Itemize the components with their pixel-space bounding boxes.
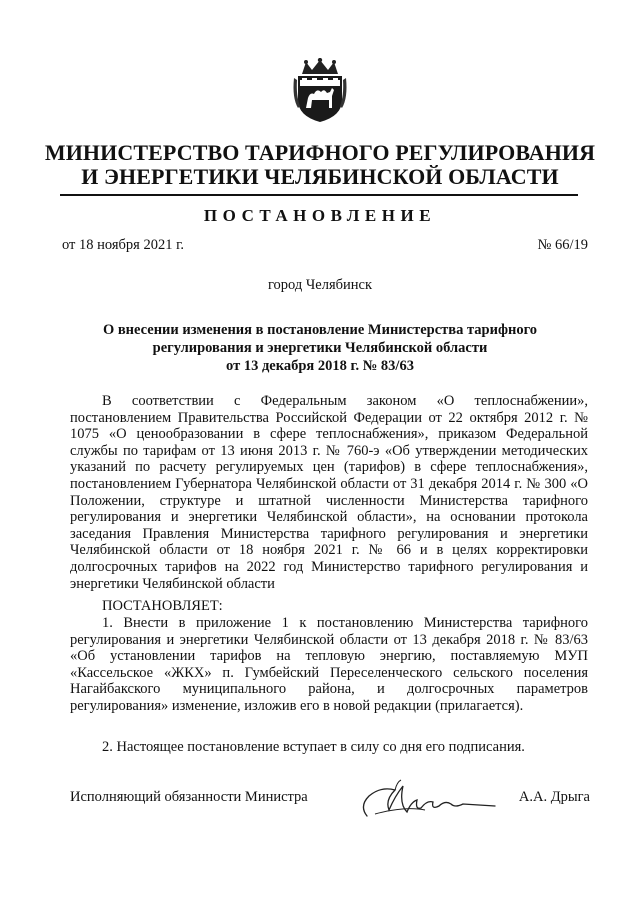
chelyabinsk-coat-of-arms-icon xyxy=(292,58,348,124)
ministry-name-line1: МИНИСТЕРСТВО ТАРИФНОГО РЕГУЛИРОВАНИЯ xyxy=(44,140,596,165)
subject-line2: регулирования и энергетики Челябинской области xyxy=(152,340,488,356)
item-2-paragraph: 2. Настоящее постановление вступает в силу со дня его подписания. xyxy=(102,739,525,755)
header-divider xyxy=(60,194,578,196)
document-number: № 66/19 xyxy=(537,237,588,253)
document-date: от 18 ноября 2021 г. xyxy=(62,237,185,253)
signatory-name: А.А. Дрыга xyxy=(518,789,590,805)
ministry-name-line2: И ЭНЕРГЕТИКИ ЧЕЛЯБИНСКОЙ ОБЛАСТИ xyxy=(81,164,559,189)
resolves-heading: ПОСТАНОВЛЯЕТ: xyxy=(102,598,223,614)
handwritten-signature-icon xyxy=(355,776,505,826)
document-city: город Челябинск xyxy=(267,277,373,293)
subject-line1: О внесении изменения в постановление Министерства тарифного xyxy=(102,322,538,338)
preamble-paragraph: В соответствии с Федеральным законом «О теплоснабжении», постановлением Правительства Российской Федерации от 22 октября 2012 г. № 1075 «О ценообразовании в сфере теплоснабжения», приказом Федеральной службы по тарифам от 13 июня 2013 г. № 760-э «Об утверждении методических указаний по расчету регулируемых цен (тарифов) в сфере теплоснабжения», постановлением Губернатора Челябинской области от 31 декабря 2014 г. № 300 «О Положении, структуре и штатной численности Министерства тарифного регулирования и энергетики Челябинской области», на основании протокола заседания Правления Министерства тарифного регулирования и энергетики Челябинской области от 18 ноября 2021 г. № 66 и в целях корректировки долгосрочных тарифов на 2022 год Министерство тарифного регулирования и энергетики Челябинской области xyxy=(70,393,588,592)
subject-line3: от 13 декабря 2018 г. № 83/63 xyxy=(226,358,414,374)
document-type: ПОСТАНОВЛЕНИЕ xyxy=(203,206,437,225)
item-1-paragraph: 1. Внести в приложение 1 к постановлению Министерства тарифного регулирования и энергетики Челябинской области от 13 декабря 2018 г. № 83/63 «Об установлении тарифов на тепловую энергию, поставляемую МУП «Кассельское «ЖКХ» п. Гумбейский Переселенческого сельского поселения Нагайбакского муниципального района, и долгосрочных параметров регулирования» изменение, изложив его в новой редакции (прилагается). xyxy=(70,615,588,714)
signatory-title: Исполняющий обязанности Министра xyxy=(70,789,308,805)
